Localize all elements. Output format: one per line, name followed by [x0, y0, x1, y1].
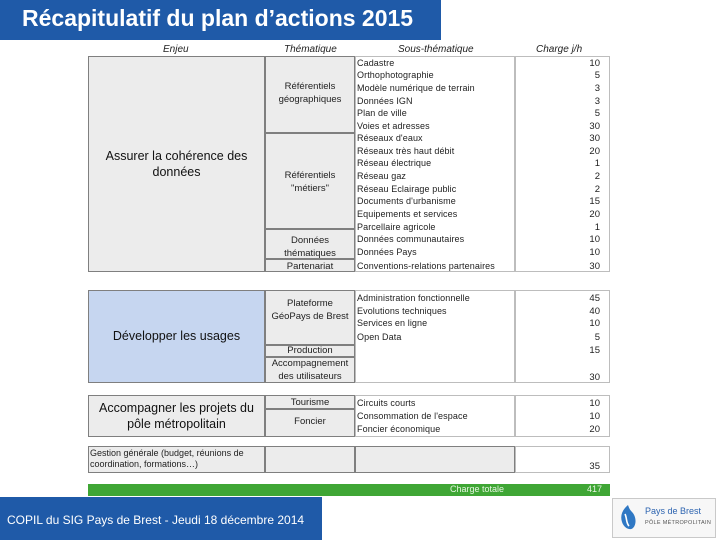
logo-line-2: PÔLE MÉTROPOLITAIN: [645, 520, 712, 526]
header-charge: Charge j/h: [536, 44, 583, 55]
thematique-partenariat: Partenariat: [286, 261, 334, 272]
charge-value: 2: [594, 171, 600, 182]
charge-value: 10: [589, 398, 600, 409]
sous-thematique: Services en ligne: [357, 318, 428, 328]
charge-value: 15: [589, 345, 600, 356]
charge-value: 15: [589, 196, 600, 207]
logo-mark-icon: [617, 504, 639, 532]
thematique-plateforme: Plateforme GéoPays de Brest: [271, 298, 349, 322]
sous-thematique: Foncier économique: [357, 424, 441, 434]
sous-thematique: Documents d'urbanisme: [357, 196, 456, 206]
pays-de-brest-logo: [612, 498, 716, 538]
charge-value: 40: [589, 306, 600, 317]
charge-value: 10: [589, 234, 600, 245]
sous-thematique: Conventions-relations partenaires: [357, 261, 495, 271]
thematique-donnees: Données thématiques: [284, 235, 336, 259]
sous-thematique: Orthophotographie: [357, 70, 434, 80]
sous-thematique: Réseaux d'eaux: [357, 133, 423, 143]
footer-bar: [0, 497, 322, 540]
charge-value: 30: [589, 261, 600, 272]
charge-value: 20: [589, 146, 600, 157]
enjeu-coherence: Assurer la cohérence des données: [105, 148, 248, 179]
sous-thematique: Réseau Eclairage public: [357, 184, 457, 194]
header-thematique: Thématique: [284, 44, 337, 55]
thematique-tourisme: Tourisme: [290, 397, 330, 408]
charge-value: 1: [594, 222, 600, 233]
charge-value: 2: [594, 184, 600, 195]
sous-thematique: Open Data: [357, 332, 402, 342]
charge-value: 5: [594, 108, 600, 119]
sous-thematique: Données Pays: [357, 247, 417, 257]
enjeu-projets: Accompagner les projets du pôle métropolitain: [99, 400, 254, 431]
thematique-cell: [265, 446, 355, 473]
charge-value: 30: [589, 121, 600, 132]
header-sous-thematique: Sous-thématique: [398, 44, 474, 55]
sous-thematique: Circuits courts: [357, 398, 416, 408]
thematique-production: Production: [287, 345, 333, 356]
sous-thematique: Réseaux très haut débit: [357, 146, 455, 156]
charge-value: 45: [589, 293, 600, 304]
sous-thematique: Parcellaire agricole: [357, 222, 436, 232]
charge-value: 5: [594, 70, 600, 81]
charge-value: 20: [589, 209, 600, 220]
charge-value: 5: [594, 332, 600, 343]
sous-thematique-cell: [355, 446, 515, 473]
header-enjeu: Enjeu: [163, 44, 189, 55]
sous-thematique: Plan de ville: [357, 108, 407, 118]
logo-line-1: Pays de Brest: [645, 506, 702, 516]
total-value: 417: [586, 484, 602, 494]
sous-thematique: Equipements et services: [357, 209, 458, 219]
thematique-referentiels-metiers: Référentiels "métiers": [284, 170, 336, 194]
sous-thematique: Voies et adresses: [357, 121, 430, 131]
charge-value: 35: [589, 461, 600, 472]
title-bar: [0, 0, 441, 40]
charge-value: 10: [589, 318, 600, 329]
footer-text: COPIL du SIG Pays de Brest - Jeudi 18 décembre 2014: [7, 513, 305, 527]
sous-thematique: Evolutions techniques: [357, 306, 447, 316]
enjeu-usages: Développer les usages: [112, 329, 241, 344]
sous-thematique: Données IGN: [357, 96, 413, 106]
total-label: Charge totale: [450, 484, 505, 494]
thematique-referentiels-geo: Référentiels géographiques: [278, 81, 342, 105]
sous-thematique: Réseau électrique: [357, 158, 432, 168]
charge-value: 10: [589, 411, 600, 422]
charge-value: 20: [589, 424, 600, 435]
sous-thematique: Modèle numérique de terrain: [357, 83, 475, 93]
sous-thematique: Cadastre: [357, 58, 395, 68]
sous-thematique: Administration fonctionnelle: [357, 293, 470, 303]
charge-value: 30: [589, 372, 600, 383]
sous-thematique: Réseau gaz: [357, 171, 407, 181]
charge-value: 1: [594, 158, 600, 169]
thematique-foncier: Foncier: [294, 416, 326, 427]
total-bar: [88, 484, 610, 496]
charge-value: 3: [594, 96, 600, 107]
charge-value: 10: [589, 58, 600, 69]
charge-value: 3: [594, 83, 600, 94]
sous-thematique: Consommation de l'espace: [357, 411, 468, 421]
charge-value: 10: [589, 247, 600, 258]
thematique-accompagnement: Accompagnement des utilisateurs: [271, 358, 349, 382]
enjeu-gestion: Gestion générale (budget, réunions de coordination, formations…): [90, 448, 244, 470]
charge-value: 30: [589, 133, 600, 144]
page-title: Récapitulatif du plan d’actions 2015: [22, 5, 414, 31]
sous-thematique: Données communautaires: [357, 234, 465, 244]
